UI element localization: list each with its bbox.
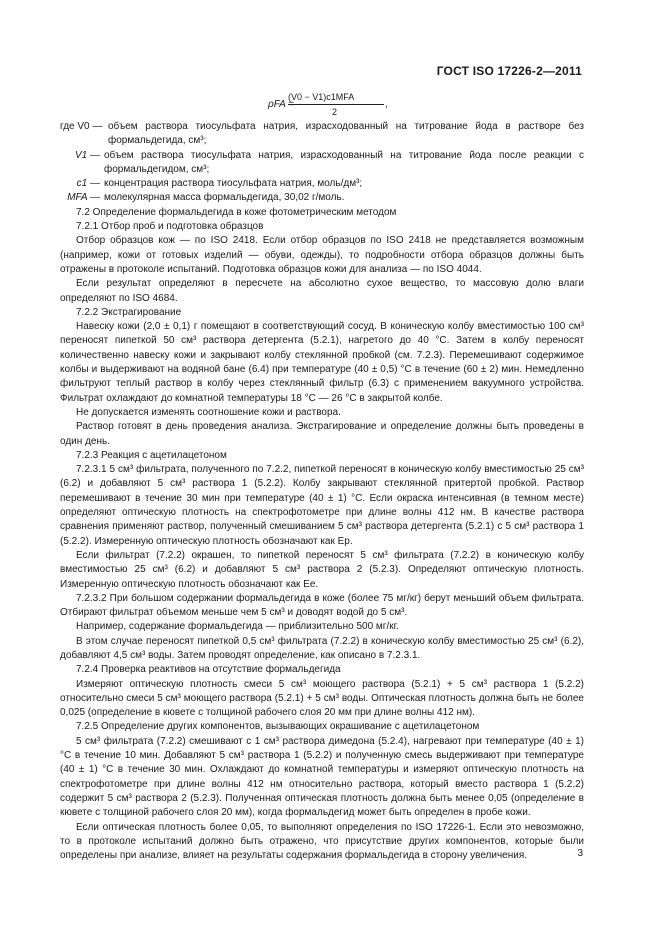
definition-symbol: MFA — <box>67 192 100 204</box>
fraction-bar <box>288 104 384 105</box>
formula-denominator: 2 <box>332 107 338 117</box>
definition-v0 <box>60 120 584 149</box>
paragraph: 7.2.3.1 5 см³ фильтрата, полученного по 7.2.2, пипеткой переносят в коническую колбу вместимостью 25 см³ (6.2) и добавляют 5 см³ раствора 1 (5.2.2). Колбу закрывают стеклянной притертой пробкой. Раствор перемешивают в течение 30 мин при температуре (40 ± 1) °С. Если окраска интенсивная (в темном месте) определяют оптическую плотность на спектрофотометре при длине волны 412 нм. В качестве раствора сравнения применяют раствор, полученный смешиванием 5 см³ раствора детергента (5.2.1) с 5 см³ раствора 1 (5.2.2). Измеренную оптическую плотность обозначают как Ep. <box>60 464 584 547</box>
paragraph: Измеряют оптическую плотность смеси 5 см³ моющего раствора (5.2.1) + 5 см³ раствора 1 (5.2.2) относительно смеси 5 см³ моющего раствора (5.2.1) + 5 см³ воды. Оптическая плотность должна быть не более 0,025 (определение в кювете с толщиной рабочего слоя 20 мм при длине волны 412 нм). <box>60 678 584 719</box>
paragraph: Если оптическая плотность более 0,05, то выполняют определения по ISO 17226-1. Если это невозможно, то в протоколе испытаний должно быть отражено, что присутствие других компонентов, которые были определены при анализе, влияет на результаты содержания формальдегида в сторону увеличения. <box>60 821 584 862</box>
definition-c1 <box>60 177 584 191</box>
paragraph: Например, содержание формальдегида — приблизительно 500 мг/кг. <box>76 621 399 633</box>
definition-symbol: c1 — <box>76 178 100 190</box>
definition-text: объем раствора тиосульфата натрия, израсходованный на титрование йода в растворе без формальдегида, см³; <box>108 121 584 147</box>
paragraph: Отбор образцов кож — по ISO 2418. Если отбор образцов по ISO 2418 не представляется возможным (например, кожи от готовых изделий — обуви, одежды), то подробности отбора образцов должны быть отражены в протоколе испытаний. Подготовка образцов кожи для анализа — по ISO 4044. <box>60 235 584 275</box>
paragraph: Не допускается изменять соотношение кожи и раствора. <box>76 406 341 418</box>
paragraph: Раствор готовят в день проведения анализа. Экстрагирование и определение должны быть проведены в один день. <box>60 421 584 447</box>
definition-v1 <box>60 149 584 178</box>
section-heading-7-2-1: 7.2.1 Отбор проб и подготовка образцов <box>76 221 264 233</box>
definition-text: концентрация раствора тиосульфата натрия, моль/дм³; <box>104 178 363 190</box>
paragraph: Если фильтрат (7.2.2) окрашен, то пипеткой переносят 5 см³ фильтрата (7.2.2) в коническую колбу вместимостью 25 см³ (6.2) и добавляют 5 см³ раствора 2 (5.2.3). Определяют оптическую плотность. Измеренную оптическую плотность обозначают как Ee. <box>60 549 584 590</box>
section-heading-7-2-3: 7.2.3 Реакция с ацетилацетоном <box>76 449 227 461</box>
paragraph: Если результат определяют в пересчете на абсолютно сухое вещество, то массовую долю влаги определяют по ISO 4684. <box>60 278 584 304</box>
document-header: ГОСТ ISO 17226-2—2011 <box>436 64 582 78</box>
formula-trail: , <box>385 99 388 110</box>
definition-text: молекулярная масса формальдегида, 30,02 г/моль. <box>104 192 345 204</box>
definition-symbol: V1 — <box>74 149 100 161</box>
definition-text: объем раствора тиосульфата натрия, израсходованный на титрование йода после реакции с формальдегидом, см³; <box>104 149 584 175</box>
section-heading-7-2-4: 7.2.4 Проверка реактивов на отсутствие формальдегида <box>76 664 341 676</box>
paragraph: 5 см³ фильтрата (7.2.2) смешивают с 1 см³ раствора димедона (5.2.4), нагревают при температуре (40 ± 1) °С в течение 10 мин. Добавляют 5 см³ раствора 1 (5.2.2) и полученную смесь выдерживают при температуре (40 ± 1) °С в течение 30 мин. Охлаждают до комнатной температуры и измеряют оптическую плотность на спектрофотометре при длине волны 412 нм относительно раствора, который вместо раствора 1 (5.2.2) содержит 5 см³ раствора 2 (5.2.3). Полученная оптическая плотность должна быть менее 0,05 (определение в кювете с толщиной рабочего слоя 20 мм), когда формальдегид может быть определен в пробе кожи. <box>60 735 584 819</box>
paragraph: Навеску кожи (2,0 ± 0,1) г помещают в соответствующий сосуд. В коническую колбу вместимостью 100 см³ переносят пипеткой 50 см³ раствора детергента (5.2.1), нагретого до 40 °С. Затем в колбу переносят количественно навеску кожи и закрывают колбу стеклянной пробкой (см. 7.2.3). Перемешивают содержимое колбы и выдерживают на водяной бане (6.4) при температуре (40 ± 0,5) °С в течение (60 ± 2) мин. Немедленно фильтруют теплый раствор в колбу через стеклянный фильтр (6.3) с применением вакуумного устройства. Фильтрат охлаждают до комнатной температуры 18 °С — 26 °С в закрытой колбе. <box>60 321 584 404</box>
body-text <box>60 120 584 863</box>
formula-numerator: (V0 − V1)c1MFA <box>288 92 355 102</box>
definition-symbol: где V0 — <box>60 121 103 132</box>
paragraph: В этом случае переносят пипеткой 0,5 см³ фильтрата (7.2.2) в коническую колбу вместимостью 25 см³ (6.2), добавляют 4,5 см³ воды. Затем проводят определение, как описано в 7.2.3.1. <box>60 635 584 661</box>
page-number: 3 <box>577 848 583 859</box>
section-heading-7-2-5: 7.2.5 Определение других компонентов, вызывающих окрашивание с ацетилацетоном <box>76 721 480 733</box>
paragraph: 7.2.3.2 При большом содержании формальдегида в коже (более 75 мг/кг) берут меньший объем фильтрата. Отбирают фильтрат объемом меньше чем 5 см³ и доводят водой до 5 см³. <box>60 592 584 619</box>
section-heading-7-2: 7.2 Определение формальдегида в коже фотометрическим методом <box>76 206 397 218</box>
formula-lhs: ρFA = <box>268 99 295 110</box>
definition-mfa <box>60 191 584 205</box>
section-heading-7-2-2: 7.2.2 Экстрагирование <box>76 306 182 318</box>
